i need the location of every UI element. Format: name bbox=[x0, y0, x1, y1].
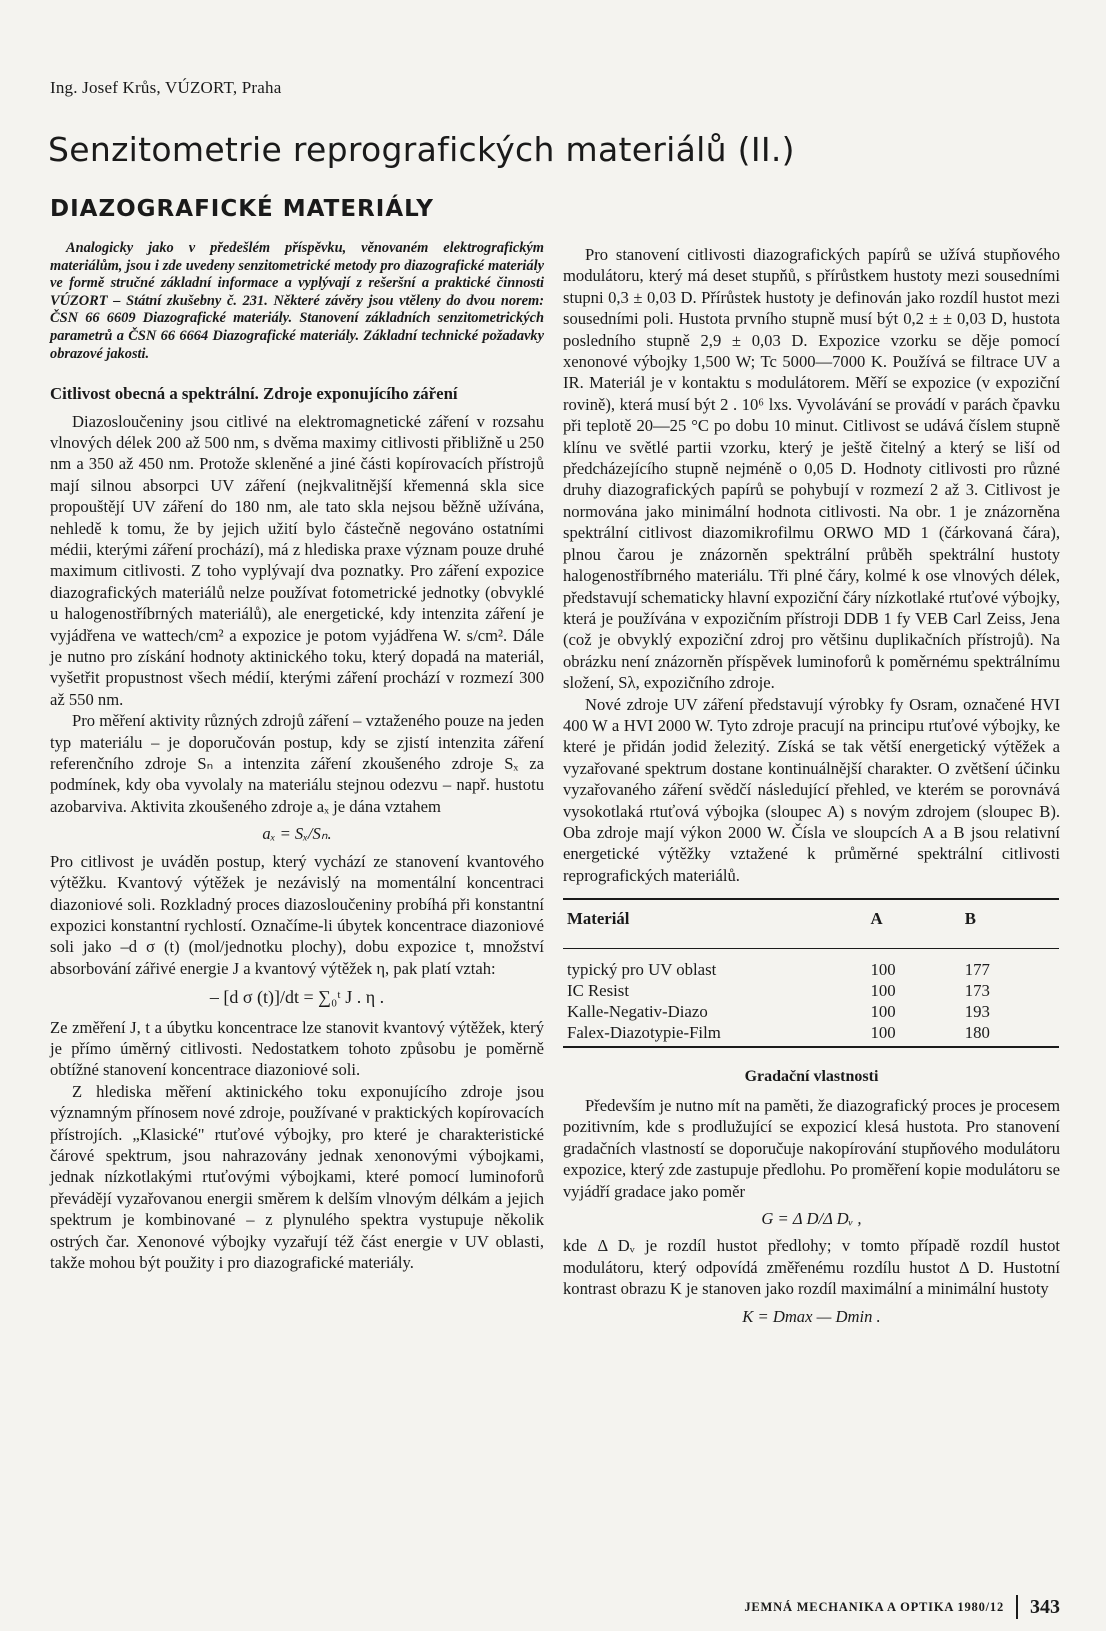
page-footer bbox=[744, 1595, 1060, 1619]
formula-contrast: K = Dmax — Dmin . bbox=[742, 1306, 881, 1326]
table-cell: 100 bbox=[870, 1001, 896, 1021]
table-cell: 100 bbox=[870, 959, 896, 979]
paragraph: kde Δ Dᵥ je rozdíl hustot předlohy; v tomto případě rozdíl hustot modulátoru, který odpovídá změřenému rozdílu hustot Δ D. Hustotní kontrast obrazu K je stanoven jako rozdíl maximální a minimální hustoty bbox=[563, 1236, 1060, 1299]
article-subtitle: DIAZOGRAFICKÉ MATERIÁLY bbox=[50, 196, 434, 222]
table-cell: 100 bbox=[871, 1022, 965, 1047]
table-row bbox=[563, 1001, 1059, 1022]
table-cell: IC Resist bbox=[567, 980, 630, 1000]
table-header-cell: Materiál bbox=[563, 899, 871, 948]
table-row bbox=[563, 980, 1059, 1001]
table-header-cell: B bbox=[965, 899, 1059, 948]
paragraph: Nové zdroje UV záření představují výrobky fy Osram, označené HVI 400 W a HVI 2000 W. Tyto zdroje pracují na principu rtuťové výbojky, ke které je přidán jodid železitý. Získá se tak větší energetický výtěžek a vyzařované spektrum dostane kontinuálnější charakter. O zvětšení účinku vyzařovaného záření svědčí následující přehled, ve kterém se porovnává vysokotlaká rtuťová výbojka (sloupec A) s novým zdrojem (sloupec B). Oba zdroje mají výkon 2000 W. Čísla ve sloupcích A a B jsou relativní energetické výtěžky vztažené k průměrné spektrální citlivosti reprografických materiálů. bbox=[563, 694, 1060, 885]
section-heading-gradation: Gradační vlastnosti bbox=[744, 1067, 879, 1085]
page-number: 343 bbox=[1030, 1595, 1060, 1618]
table-cell: 100 bbox=[870, 980, 896, 1000]
paragraph: Pro stanovení citlivosti diazografických papírů se užívá stupňového modulátoru, který má deset stupňů, s přírůstkem hustoty mezi sousedními stupni 0,3 ± 0,03 D. Přírůstek hustoty je definován jako rozdíl hustot mezi sousedními poli. Hustota prvního stupně musí být 0,2 ± ± 0,03 D, hustota posledního stupně 2,9 ± 0,03 D. Expozice vzorku se děje pomocí xenonové výbojky 1,500 W; Tc 5000—7000 K. Používá se filtrace UV a IR. Materiál je v kontaktu s modulátorem. Měří se expozice (v expoziční rovině), která musí být 2 . 10⁶ lxs. Vyvolávání se provádí v parách čpavku při teplotě 20—25 °C po dobu 10 minut. Citlivost se udává číslem stupně klínu ve světlé partii vzorku, který je ještě čitelný a který se liší od předcházejícího stupně nejméně o 0,05 D. Hodnoty citlivosti pro různé druhy diazografických papírů se pohybují v rozmezí 2 až 3. Citlivost je normována jako minimální hodnota citlivosti. Na obr. 1 je znázorněna spektrální citlivost diazomikrofilmu ORWO MD 1 (čárkovaná čára), plnou čarou je znázorněn spektrální průběh spektrální hustoty halogenostříbrného materiálu. Tři plné čáry, kolmé k ose vlnových délek, představují schematicky hlavní expoziční čáry nízkotlaké rtuťové výbojky, která je používána v expozičním přístroji DDB 1 fy VEB Carl Zeiss, Jena (což je obvyklý expoziční zdroj pro většinu duplikačních přístrojů). Na obrázku není znázorněn příspěvek luminoforů k poměrnému spektrálnímu složení, Sλ, expozičního zdroje. bbox=[563, 245, 1060, 693]
section-heading-sensitivity: Citlivost obecná a spektrální. Zdroje exponujícího záření bbox=[50, 384, 458, 404]
journal-name: JEMNÁ MECHANIKA A OPTIKA 1980/12 bbox=[744, 1599, 1004, 1614]
article-title: Senzitometrie reprografických materiálů (II.) bbox=[48, 130, 795, 169]
table-header-cell: A bbox=[871, 899, 965, 948]
table-cell: Kalle-Negativ-Diazo bbox=[567, 1001, 708, 1021]
paragraph: Z hlediska měření aktinického toku exponujícího zdroje jsou významným přínosem nové zdroje, používané v praktických kopírovacích přístrojích. „Klasické" rtuťové výbojky, pro které je charakteristické čárové spektrum, jsou nahrazovány jednak xenonovými výbojkami, jednak nízkotlakými rtuťovými výbojkami, které pomocí luminoforů převádějí vyzařovanou energii směrem k delším vlnovým délkám a jejich spektrum je kombinované – z plynulého spektra vystupuje několik ostrých čar. Xenonové výbojky vyzařují též část energie v UV oblasti, takže mohou být použity i pro diazografické materiály. bbox=[50, 1081, 544, 1272]
paragraph: Pro citlivost je uváděn postup, který vychází ze stanovení kvantového výtěžku. Kvantový výtěžek je nezávislý na momentální koncentraci diazoniové soli. Rozkladný proces diazosloučeniny probíhá při konstantní expozici konstantní rychlostí. Označíme-li úbytek koncentrace diazoniové soli jako –d σ (t) (mol/jednotku plochy), dobu expozice t, množství absorbování zářivé energie J a kvantový výtěžek η, pak platí vztah: bbox=[50, 851, 544, 978]
formula-quantum-yield: – [d σ (t)]/dt = ∑₀ᵗ J . η . bbox=[209, 987, 385, 1008]
comparison-table bbox=[563, 898, 1059, 1047]
table-cell: 177 bbox=[964, 959, 990, 979]
table-cell: Falex-Diazotypie-Film bbox=[563, 1022, 871, 1047]
formula-gradation: G = Δ D/Δ Dᵥ , bbox=[761, 1209, 862, 1229]
paragraph: Diazosloučeniny jsou citlivé na elektromagnetické záření v rozsahu vlnových délek 200 až 500 nm, s dvěma maximy citlivosti přibližně u 250 nm a 350 až 450 nm. Protože skleněné a jiné části kopírovacích přístrojů mají silnou absorpci UV záření (nejkvalitnější křemenná skla sice propouštějí UV záření do 180 nm, ale tato skla nejsou běžně užívána, nehledě k tomu, že by jejich užití bylo částečně negováno ostatními médii, kterými záření prochází), má z hlediska praxe význam pouze druhé maximum citlivosti. Z toho vyplývají dva poznatky. Pro záření expozice diazografických materiálů nelze používat fotometrické jednotky (obvyklé u halogenostříbrných materiálů), ale energetické, kdy intenzita záření je vyjádřena ve wattech/cm² a expozice je potom vyjádřena W. s/cm². Dále je nutno pro získání hodnoty aktinického toku, který dopadá na materiál, vyšetřit propustnost všech médií, kterými záření prochází v rozmezí 300 až 550 nm. bbox=[50, 411, 544, 709]
paragraph: Ze změření J, t a úbytku koncentrace lze stanovit kvantový výtěžek, který je přímo úměrný citlivosti. Nedostatkem tohoto způsobu je poměrně obtížné stanovení koncentrace diazoniové soli. bbox=[50, 1017, 544, 1080]
table-row bbox=[563, 1022, 1059, 1047]
footer-divider bbox=[1016, 1595, 1018, 1619]
table-cell: 180 bbox=[965, 1022, 1059, 1047]
abstract: Analogicky jako v předešlém příspěvku, věnovaném elektrografickým materiálům, jsou i zde uvedeny senzitometrické metody pro diazografické materiály ve formě stručné základní informace a vyplývají z rešeršní a praktické činnosti VÚZORT – Státní zkušebny č. 231. Některé závěry jsou vtěleny do dvou norem: ČSN 66 6609 Diazografické materiály. Stanovení základních senzitometrických parametrů a ČSN 66 6664 Diazografické materiály. Základní technické požadavky obrazové jakosti. bbox=[50, 240, 544, 362]
table-cell: 173 bbox=[964, 980, 990, 1000]
table-row bbox=[563, 948, 1059, 980]
formula-activity: aₓ = Sₓ/Sₙ. bbox=[262, 824, 332, 844]
table-cell: 193 bbox=[964, 1001, 990, 1021]
right-column bbox=[563, 244, 1060, 1333]
author-line: Ing. Josef Krůs, VÚZORT, Praha bbox=[50, 78, 282, 97]
table-header-row bbox=[563, 899, 1059, 948]
paragraph: Především je nutno mít na paměti, že diazografický proces je procesem pozitivním, kde s prodlužující se expozicí klesá hustota. Pro stanovení gradačních vlastností se doporučuje nakopírování stupňového modulátoru expozice, který zde zastupuje předlohu. Po proměření kopie modulátoru se vyjádří gradace jako poměr bbox=[563, 1096, 1060, 1201]
paragraph: Pro měření aktivity různých zdrojů záření – vztaženého pouze na jeden typ materiálu – je doporučován postup, kdy se zjistí intenzita záření referenčního zdroje Sₙ a intenzita záření zkoušeného zdroje Sₓ za podmínek, kdy oba vyvolaly na materiálu stejnou odezvu – např. hustotu azobarviva. Aktivita zkoušeného zdroje aₓ je dána vztahem bbox=[50, 711, 544, 816]
table-cell: typický pro UV oblast bbox=[567, 959, 717, 979]
left-column bbox=[50, 240, 544, 1273]
